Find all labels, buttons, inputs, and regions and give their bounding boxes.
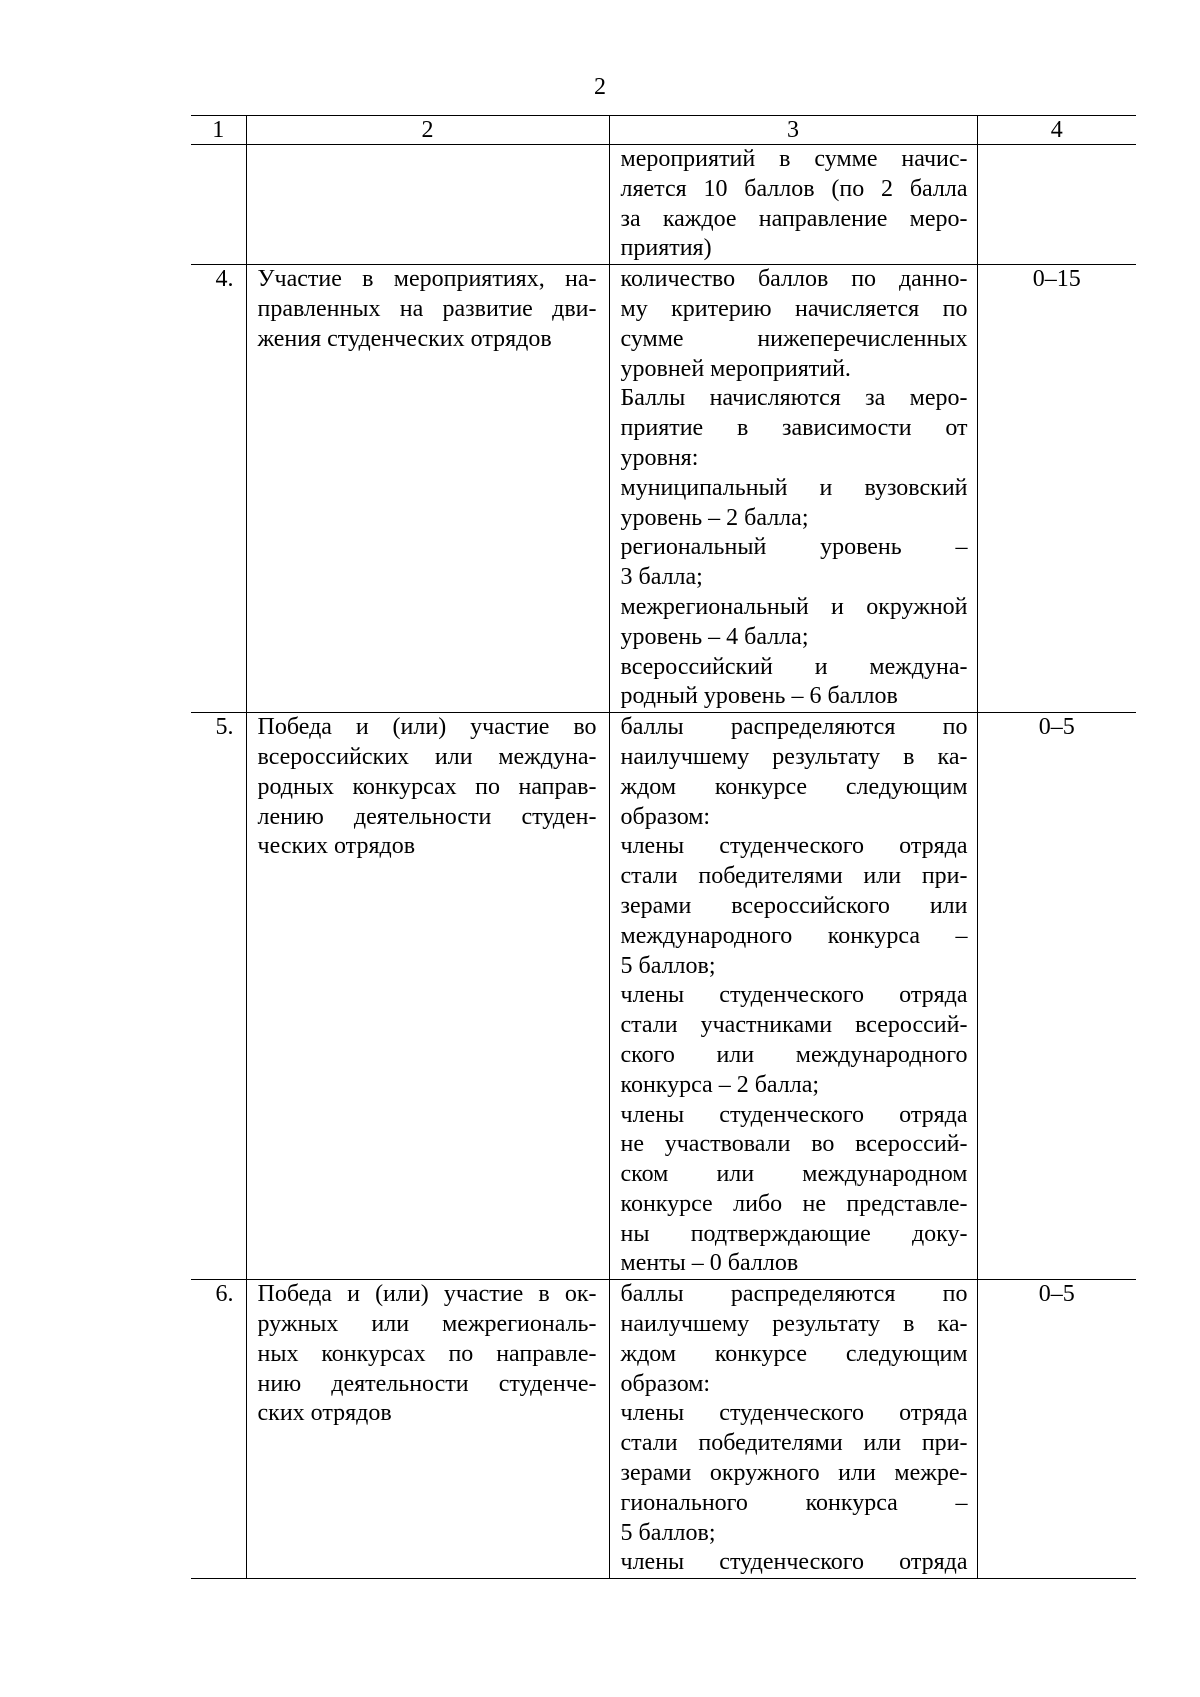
row-number-text: 4. <box>215 266 234 293</box>
method-line: члены студенческого отряда <box>620 982 968 1009</box>
row-number <box>191 265 246 713</box>
method-line: члены студенческого отряда <box>620 833 968 860</box>
score-text: 0–15 <box>1032 266 1081 293</box>
criterion-line: Победа и (или) участие во <box>257 714 597 741</box>
header-col-3: 3 <box>609 116 977 145</box>
score-cell <box>977 145 1136 265</box>
method-line: сумме нижеперечисленных <box>620 325 968 352</box>
method-line: конкурса – 2 балла; <box>620 1071 820 1098</box>
method-line: баллы распределяются по <box>620 1281 968 1308</box>
method-line: ждом конкурсе следующим <box>620 1340 968 1367</box>
method-line: ского или международного <box>620 1041 968 1068</box>
score-text: 0–5 <box>1038 714 1075 741</box>
criteria-table <box>191 115 1136 1579</box>
table-row <box>191 1280 1136 1579</box>
method-line: му критерию начисляется по <box>620 295 968 322</box>
table-row <box>191 145 1136 265</box>
header-col-4: 4 <box>977 116 1136 145</box>
criterion-line: ческих отрядов <box>257 833 416 860</box>
method-line: менты – 0 баллов <box>620 1250 799 1277</box>
method-line: ны подтверждающие доку- <box>620 1220 968 1247</box>
row-number <box>191 1280 246 1579</box>
method-line: региональный уровень – <box>620 534 968 561</box>
method-line: 5 баллов; <box>620 952 716 979</box>
method-line: баллы распределяются по <box>620 714 968 741</box>
method-line: ляется 10 баллов (по 2 балла <box>620 175 968 202</box>
criterion-line: правленных на развитие дви- <box>257 295 597 322</box>
criterion-line: лению деятельности студен- <box>257 803 597 830</box>
method-line: международного конкурса – <box>620 922 968 949</box>
method-line: стали победителями или при- <box>620 863 968 890</box>
method-line: зерами окружного или межре- <box>620 1460 968 1487</box>
method-line: стали участниками всероссий- <box>620 1012 968 1039</box>
table-row <box>191 713 1136 1280</box>
method-cell <box>609 145 977 265</box>
method-line: 5 баллов; <box>620 1519 716 1546</box>
method-line: приятия) <box>620 235 712 262</box>
method-line: члены студенческого отряда <box>620 1400 968 1427</box>
criterion-cell <box>246 145 609 265</box>
method-line: за каждое направление меро- <box>620 205 968 232</box>
method-line: наилучшему результату в ка- <box>620 1311 968 1338</box>
score-cell <box>977 265 1136 713</box>
method-line: наилучшему результату в ка- <box>620 743 968 770</box>
row-number <box>191 145 246 265</box>
criterion-line: всероссийских или междуна- <box>257 743 597 770</box>
method-line: члены студенческого отряда <box>620 1101 968 1128</box>
criterion-line: родных конкурсах по направ- <box>257 773 597 800</box>
criterion-cell <box>246 713 609 1280</box>
method-line: уровня: <box>620 444 699 471</box>
method-cell <box>609 265 977 713</box>
method-cell <box>609 713 977 1280</box>
method-line: муниципальный и вузовский <box>620 474 968 501</box>
method-line: родный уровень – 6 баллов <box>620 683 898 710</box>
page-number: 2 <box>594 74 606 100</box>
row-number-text: 5. <box>215 714 234 741</box>
method-line: зерами всероссийского или <box>620 892 968 919</box>
criterion-line: нию деятельности студенче- <box>257 1370 597 1397</box>
criterion-line: ных конкурсах по направле- <box>257 1340 597 1367</box>
criterion-line: ских отрядов <box>257 1400 392 1427</box>
row-number-text: 6. <box>215 1281 234 1308</box>
method-line: ском или международном <box>620 1161 968 1188</box>
method-line: Баллы начисляются за меро- <box>620 385 968 412</box>
method-cell <box>609 1280 977 1579</box>
score-text <box>978 145 1137 175</box>
criterion-cell <box>246 265 609 713</box>
criterion-line: жения студенческих отрядов <box>257 325 552 352</box>
row-number-text <box>191 145 234 175</box>
method-line: 3 балла; <box>620 564 703 591</box>
criterion-line: ружных или межрегиональ- <box>257 1311 597 1338</box>
method-line: образом: <box>620 803 711 830</box>
method-line: приятие в зависимости от <box>620 415 968 442</box>
method-line: межрегиональный и окружной <box>620 593 968 620</box>
method-line: уровень – 2 балла; <box>620 504 809 531</box>
method-line: ждом конкурсе следующим <box>620 773 968 800</box>
method-line: уровень – 4 балла; <box>620 623 809 650</box>
table-header-row <box>191 116 1136 145</box>
criterion-line: Победа и (или) участие в ок- <box>257 1281 597 1308</box>
method-line: конкурсе либо не представле- <box>620 1190 968 1217</box>
method-line: гионального конкурса – <box>620 1489 968 1516</box>
score-cell <box>977 1280 1136 1579</box>
method-line: стали победителями или при- <box>620 1430 968 1457</box>
criterion-line: Участие в мероприятиях, на- <box>257 266 597 293</box>
method-line: мероприятий в сумме начис- <box>620 146 968 172</box>
method-line: не участвовали во всероссий- <box>620 1131 968 1158</box>
row-number <box>191 713 246 1280</box>
method-line: члены студенческого отряда <box>620 1549 968 1576</box>
score-cell <box>977 713 1136 1280</box>
criterion-cell <box>246 1280 609 1579</box>
method-line: всероссийский и междуна- <box>620 653 968 680</box>
score-text: 0–5 <box>1038 1281 1075 1308</box>
method-line: образом: <box>620 1370 711 1397</box>
header-col-2: 2 <box>246 116 609 145</box>
method-line: количество баллов по данно- <box>620 266 968 293</box>
table-row <box>191 265 1136 713</box>
method-line: уровней мероприятий. <box>620 355 851 382</box>
header-col-1: 1 <box>191 116 246 145</box>
